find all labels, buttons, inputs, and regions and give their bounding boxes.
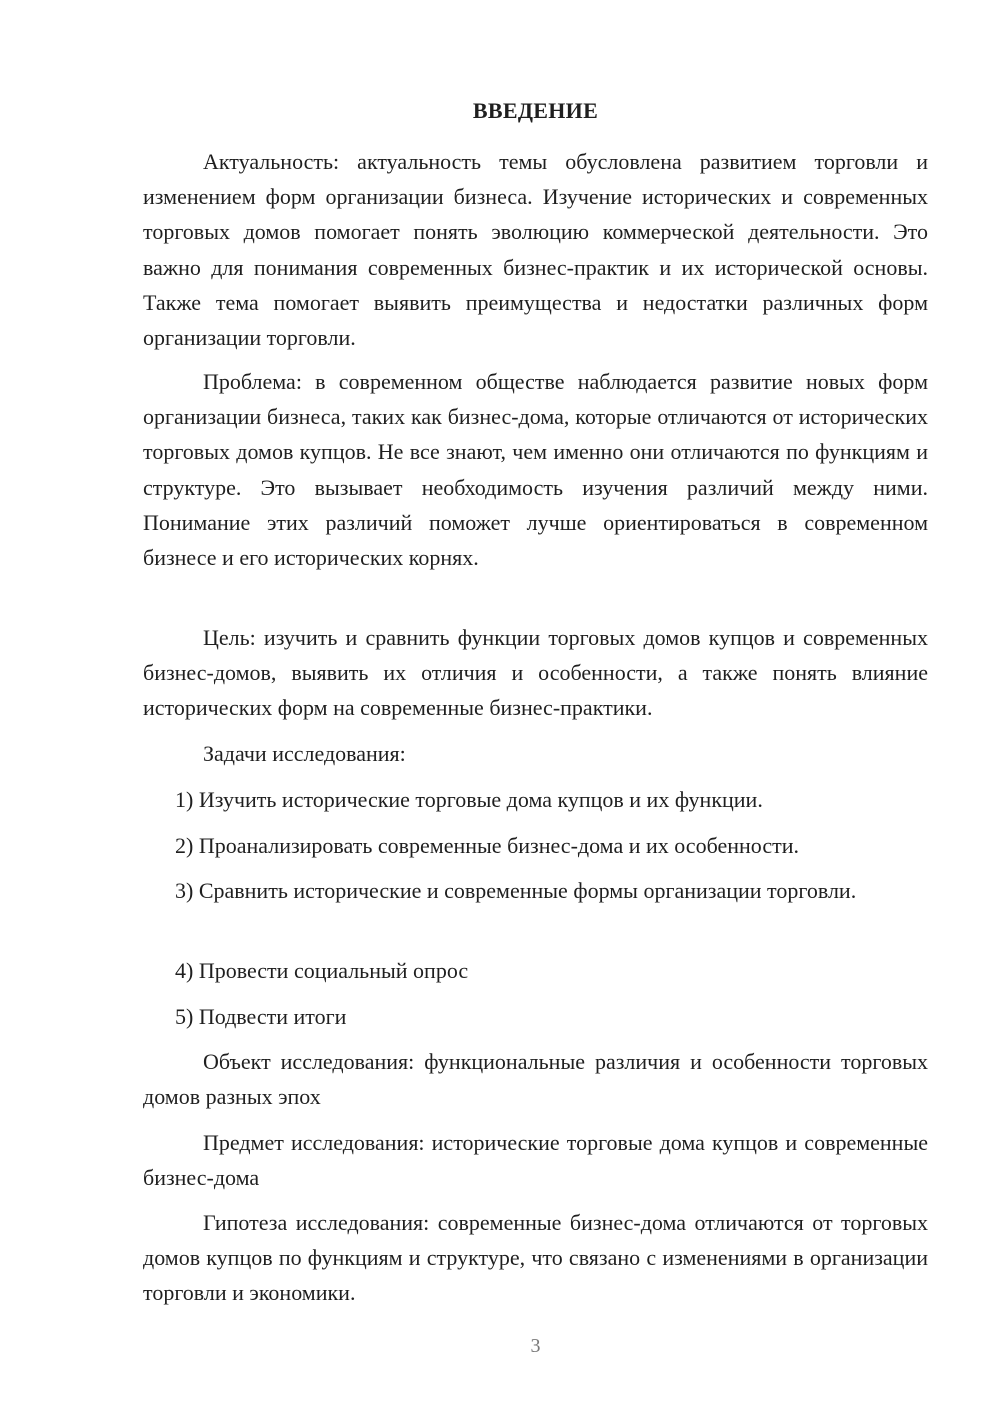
paragraph-hypothesis: Гипотеза исследования: современные бизнес-дома отличаются от торговых домов купцов по функциям и структуре, что связано с изменениями в организации торговли и экономики. xyxy=(143,1210,928,1306)
paragraph-object: Объект исследования: функциональные различия и особенности торговых домов разных эпох xyxy=(143,1049,928,1110)
list-item-task-4: 4) Провести социальный опрос xyxy=(175,958,469,983)
list-item-task-3: 3) Сравнить исторические и современные формы организации торговли. xyxy=(175,878,857,903)
list-item-task-2: 2) Проанализировать современные бизнес-дома и их особенности. xyxy=(175,833,799,858)
paragraph-goal: Цель: изучить и сравнить функции торговых домов купцов и современных бизнес-домов, выявить их отличия и особенности, а также понять влияние исторических форм на современные бизнес-практики. xyxy=(143,625,928,721)
paragraph-subject: Предмет исследования: исторические торговые дома купцов и современные бизнес-дома xyxy=(143,1130,928,1191)
tasks-heading: Задачи исследования: xyxy=(203,741,406,766)
paragraph-problem: Проблема: в современном обществе наблюдается развитие новых форм организации бизнеса, таких как бизнес-дома, которые отличаются от исторических торговых домов купцов. Не все знают, чем именно они отличаются по функциям и структуре. Это вызывает необходимость изучения различий между ними. Понимание этих различий поможет лучше ориентироваться в современном бизнесе и его исторических корнях. xyxy=(143,369,928,571)
page-title: ВВЕДЕНИЕ xyxy=(472,98,599,123)
page-number: 3 xyxy=(530,1335,541,1357)
list-item-task-5: 5) Подвести итоги xyxy=(175,1004,347,1029)
paragraph-relevance: Актуальность: актуальность темы обусловлена развитием торговли и изменением форм организации бизнеса. Изучение исторических и современных торговых домов помогает понять эволюцию коммерческой деятельности. Это важно для понимания современных бизнес-практик и их исторической основы. Также тема помогает выявить преимущества и недостатки различных форм организации торговли. xyxy=(143,149,928,351)
list-item-task-1: 1) Изучить исторические торговые дома купцов и их функции. xyxy=(175,787,763,812)
document-page xyxy=(143,0,928,1414)
